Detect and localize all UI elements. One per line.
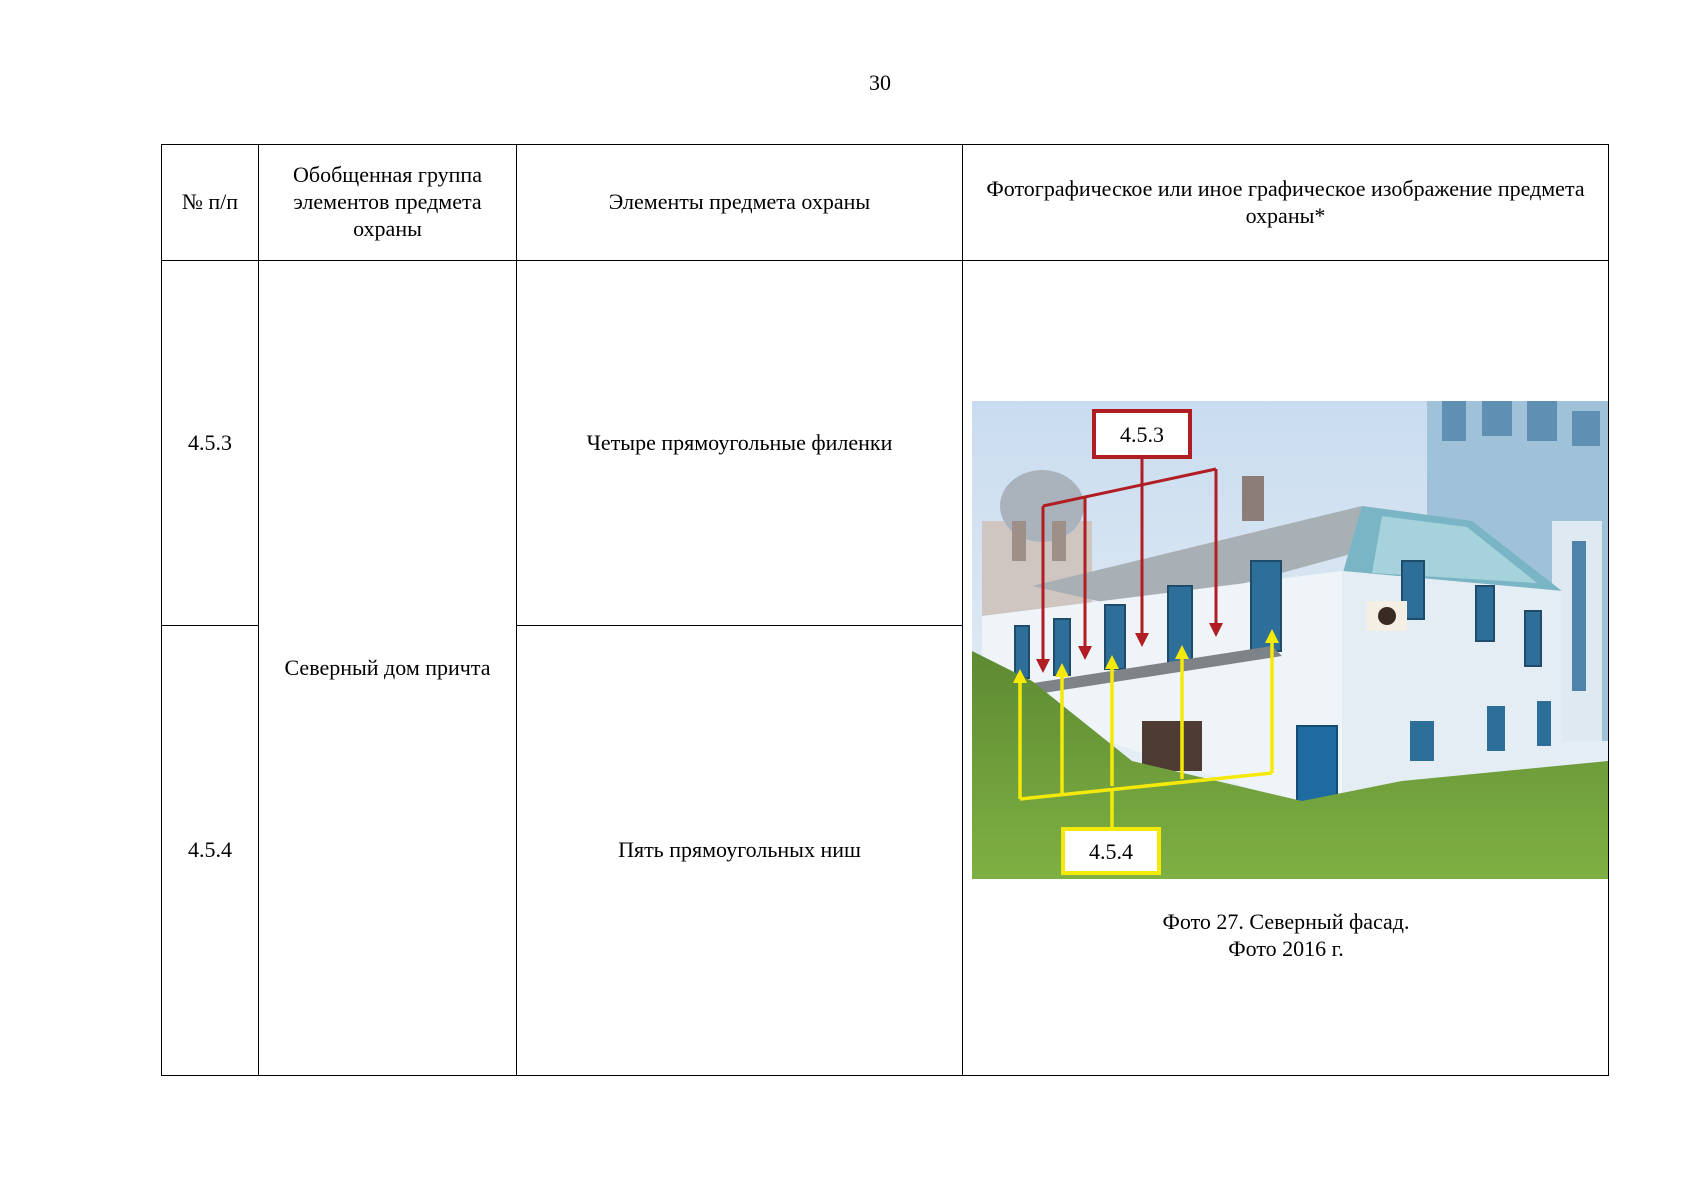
table-header-row [162,145,1609,261]
group-name: Северный дом причта [259,261,517,1076]
header-elements: Элементы предмета охраны [517,145,963,261]
building-photo [972,401,1608,879]
callout-upper-label: 4.5.3 [1120,422,1164,447]
header-image: Фотографическое или иное графическое изображение предмета охраны* [963,145,1609,261]
caption-line-1: Фото 27. Северный фасад. [1162,909,1410,934]
header-group: Обобщенная группа элементов предмета охраны [259,145,517,261]
caption-line-2: Фото 2016 г. [1228,935,1344,961]
page-number: 30 [869,70,891,95]
row-num: 4.5.3 [162,261,259,626]
photo-caption [963,909,1609,963]
protection-elements-table [161,144,1609,1076]
chimney [1242,476,1264,521]
table-row [162,261,1609,626]
row-num: 4.5.4 [162,626,259,1076]
row-element: Четыре прямоугольные филенки [517,261,963,626]
callout-lower-label: 4.5.4 [1089,839,1133,864]
photo-cell [963,261,1609,1076]
row-element: Пять прямоугольных ниш [517,626,963,1076]
header-num: № п/п [162,145,259,261]
